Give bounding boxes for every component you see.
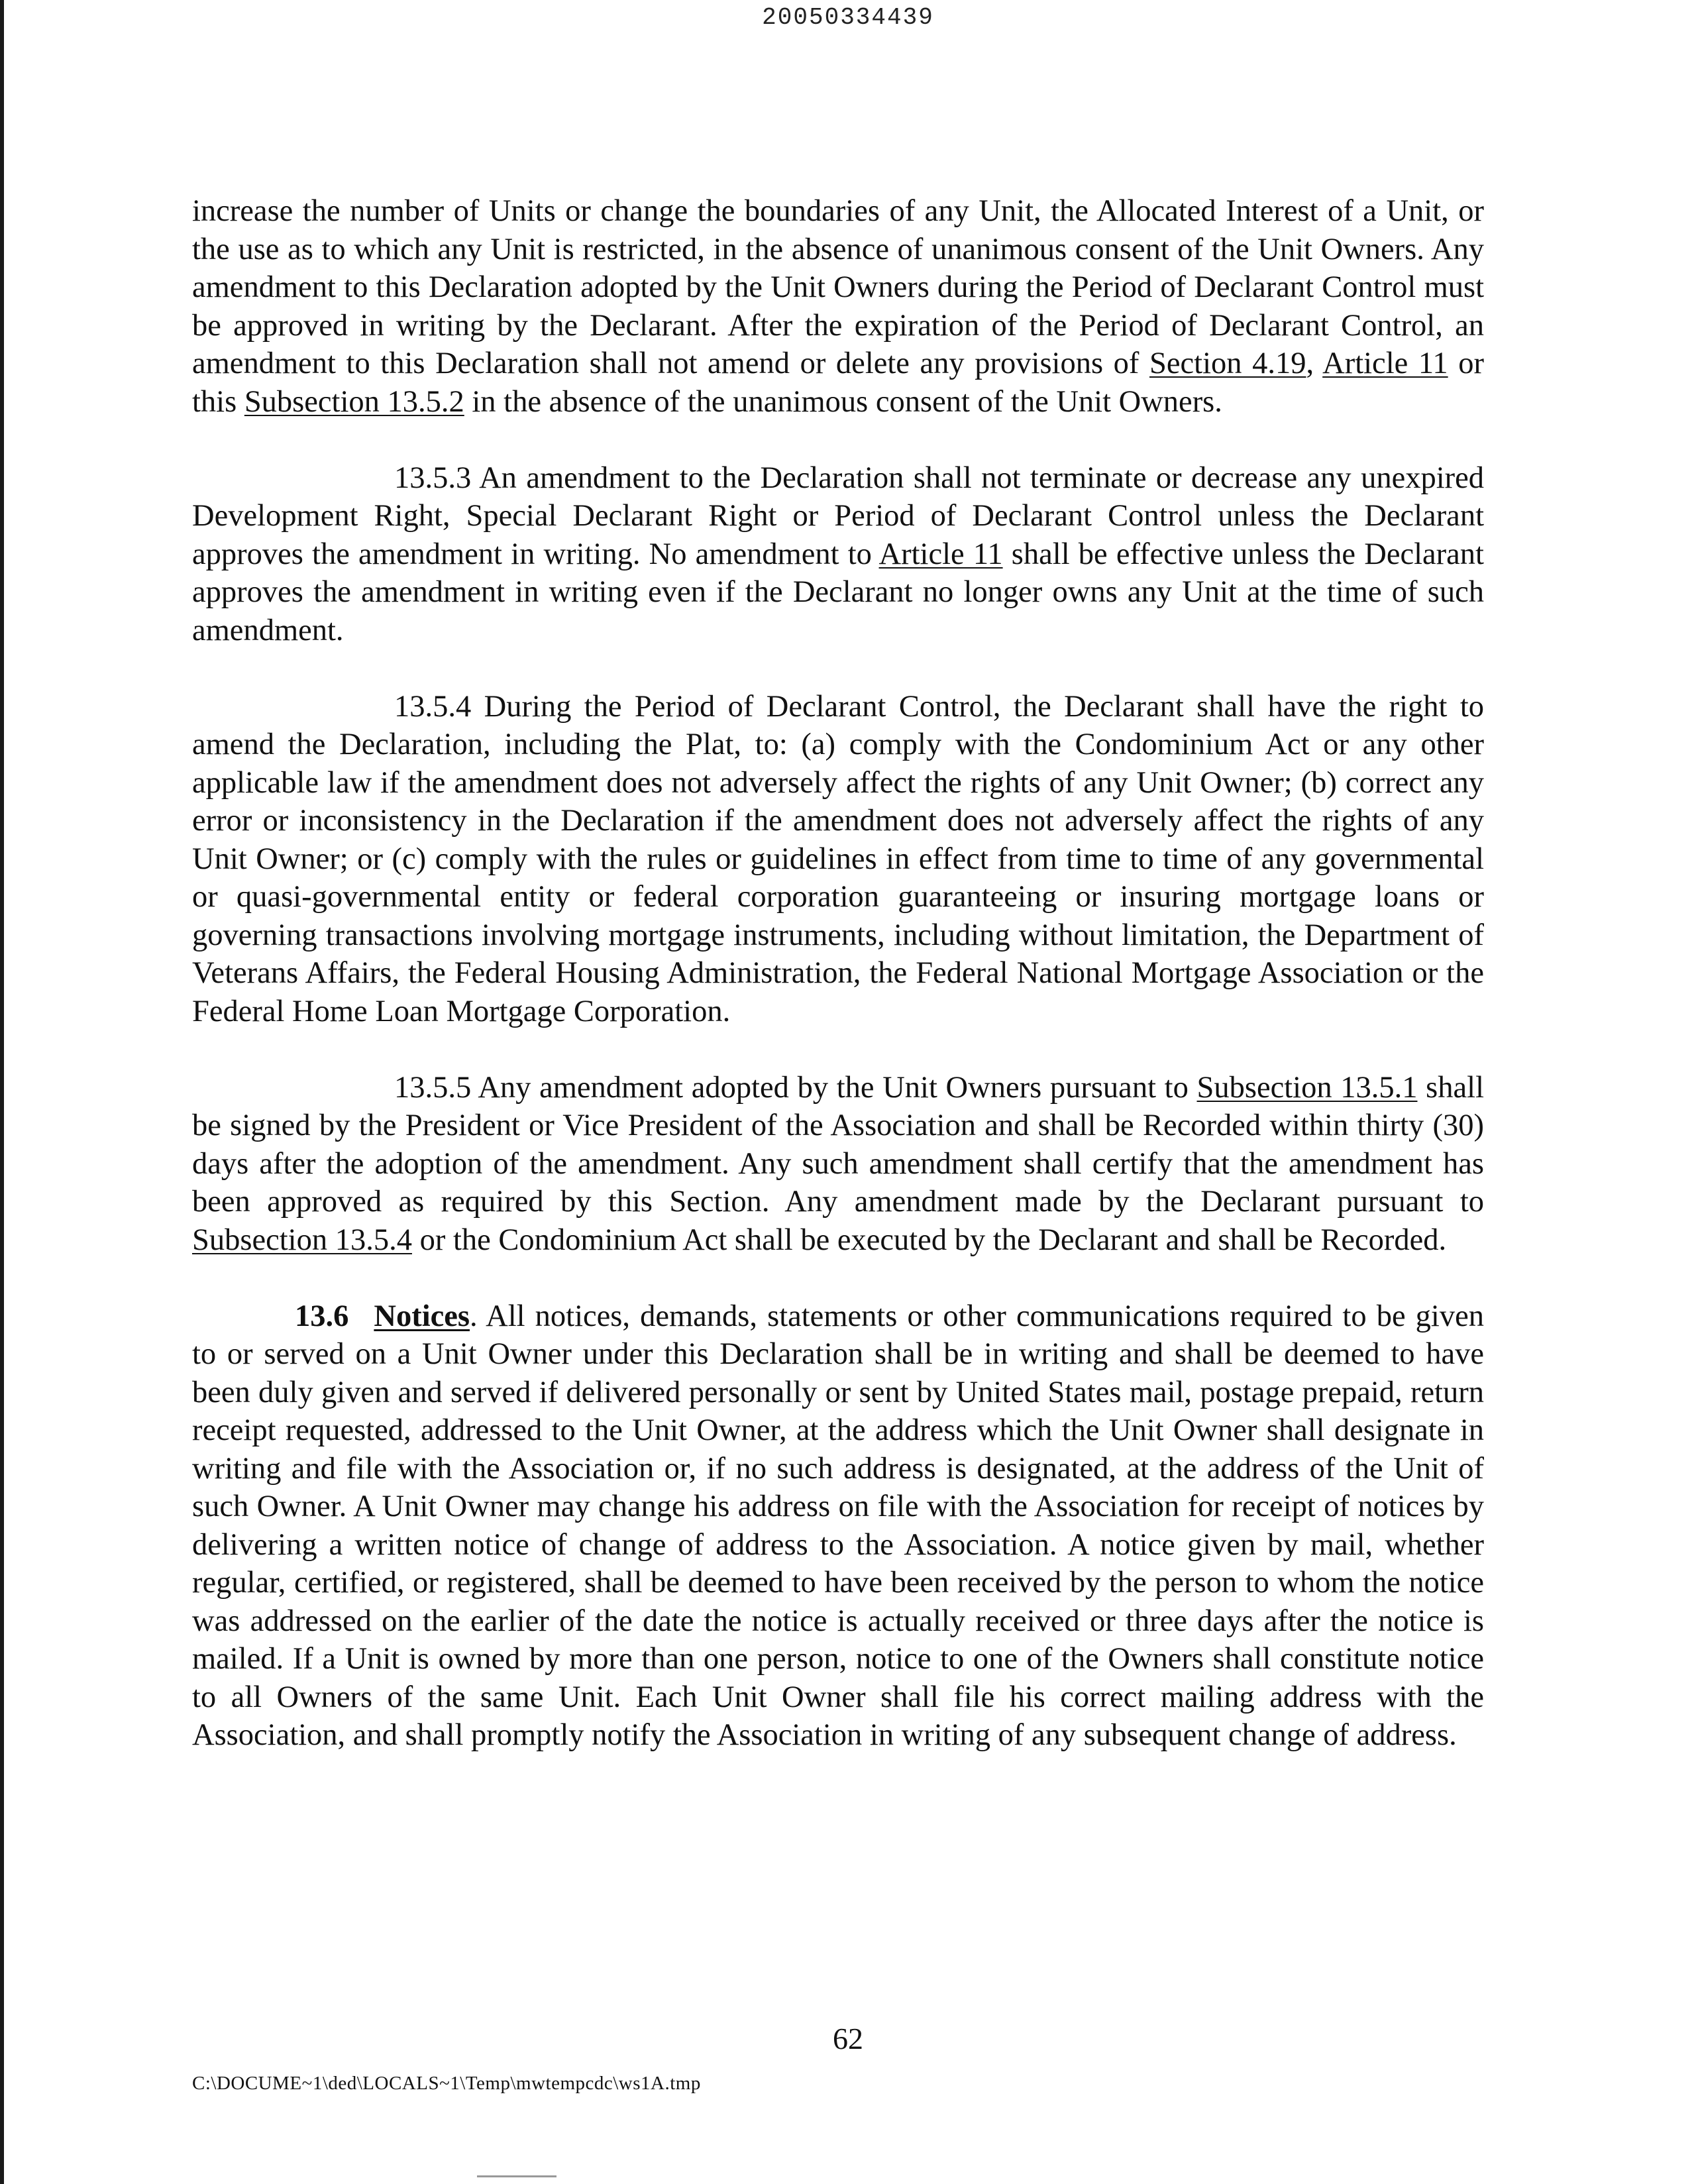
page-number: 62 (833, 2022, 863, 2055)
reference-subsection-13-5-1: Subsection 13.5.1 (1196, 1070, 1418, 1105)
scan-edge (0, 0, 4, 2184)
text-run: 13.5.3 An amendment to the Declaration shall not terminate or decrease any unexpired Development Right, Special Declarant Right or Period of Declarant Control unless the Declarant approves the amendment in writing. No amendment to (192, 461, 1484, 571)
text-run: . All notices, demands, statements or other communications required to be given to or served on a Unit Owner under this Declaration shall be in writing and shall be deemed to have been duly given and served if delivered personally or sent by United States mail, postage prepaid, return receipt requested, addressed to the Unit Owner, at the address which the Unit Owner shall designate in writing and file with the Association or, if no such address is designated, at the address of the Unit of such Owner. A Unit Owner may change his address on file with the Association for receipt of notices by delivering a written notice of change of address to the Association. A notice given by mail, whether regular, certified, or registered, shall be deemed to have been received by the person to whom the notice was addressed on the earlier of the date the notice is actually received or three days after the notice is mailed. If a Unit is owned by more than one person, notice to one of the Owners shall constitute notice to all Owners of the same Unit. Each Unit Owner shall file his correct mailing address with the Association, and shall promptly notify the Association in writing of any subsequent change of address. (192, 1299, 1484, 1752)
paragraph-13-5-4 (192, 688, 1484, 1031)
reference-article-11: Article 11 (1322, 347, 1448, 380)
text-run: shall be signed by the President or Vice President of the Association and shall be Recorded within thirty (30) days after the adoption of the amendment. Any such amendment shall certify that the amendment has been approved as required by this Section. Any amendment made by the Declarant pursuant to (192, 1070, 1484, 1219)
file-path: C:\DOCUME~1\ded\LOCALS~1\Temp\mwtempcdc\ws1A.tmp (192, 2073, 701, 2094)
section-number: 13.6 (295, 1299, 349, 1333)
document-body (192, 192, 1484, 1792)
paragraph-amendment-continuation (192, 192, 1484, 421)
text-run: or this (192, 347, 1484, 419)
text-run: 13.5.4 During the Period of Declarant Control, the Declarant shall have the right to amend the Declaration, including the Plat, to: (a) comply with the Condominium Act or any other applicable law if the amendment does not adversely affect the rights of any Unit Owner; (b) correct any error or inconsistency in the Declaration if the amendment does not adversely affect the rights of any Unit Owner; or (c) comply with the rules or guidelines in effect from time to time of any governmental or quasi-governmental entity or federal corporation guaranteeing or insuring mortgage loans or governing transactions involving mortgage instruments, including without limitation, the Department of Veterans Affairs, the Federal Housing Administration, the Federal National Mortgage Association or the Federal Home Loan Mortgage Corporation. (192, 689, 1484, 1028)
text-run: or the Condominium Act shall be executed by the Declarant and shall be Recorded. (411, 1223, 1447, 1257)
reference-section-4-19: Section 4.19 (1149, 347, 1306, 380)
paragraph-13-5-3 (192, 459, 1484, 650)
reference-subsection-13-5-4: Subsection 13.5.4 (192, 1223, 412, 1257)
text-run: increase the number of Units or change the boundaries of any Unit, the Allocated Interest of a Unit, or the use as to which any Unit is restricted, in the absence of unanimous consent of the Unit Owners. Any amendment to this Declaration adopted by the Unit Owners during the Period of Declarant Control must be approved in writing by the Declarant. After the expiration of the Period of Declarant Control, an amendment to this Declaration shall not amend or delete any provisions of (192, 194, 1484, 380)
document-number: 20050334439 (762, 4, 934, 31)
text-run: in the absence of the unanimous consent of the Unit Owners. (464, 384, 1222, 419)
text-run: , (1306, 347, 1323, 380)
reference-article-11: Article 11 (878, 537, 1003, 571)
text-run: shall be effective unless the Declarant approves the amendment in writing even if the Declarant no longer owns any Unit at the time of such amendment. (192, 537, 1484, 647)
paragraph-13-5-5 (192, 1069, 1484, 1260)
text-run: 13.5.5 Any amendment adopted by the Unit Owners pursuant to (394, 1070, 1197, 1105)
paragraph-13-6-notices (192, 1297, 1484, 1755)
reference-subsection-13-5-2: Subsection 13.5.2 (244, 384, 464, 419)
scan-mark (477, 2175, 556, 2177)
section-title: Notices (374, 1299, 470, 1333)
